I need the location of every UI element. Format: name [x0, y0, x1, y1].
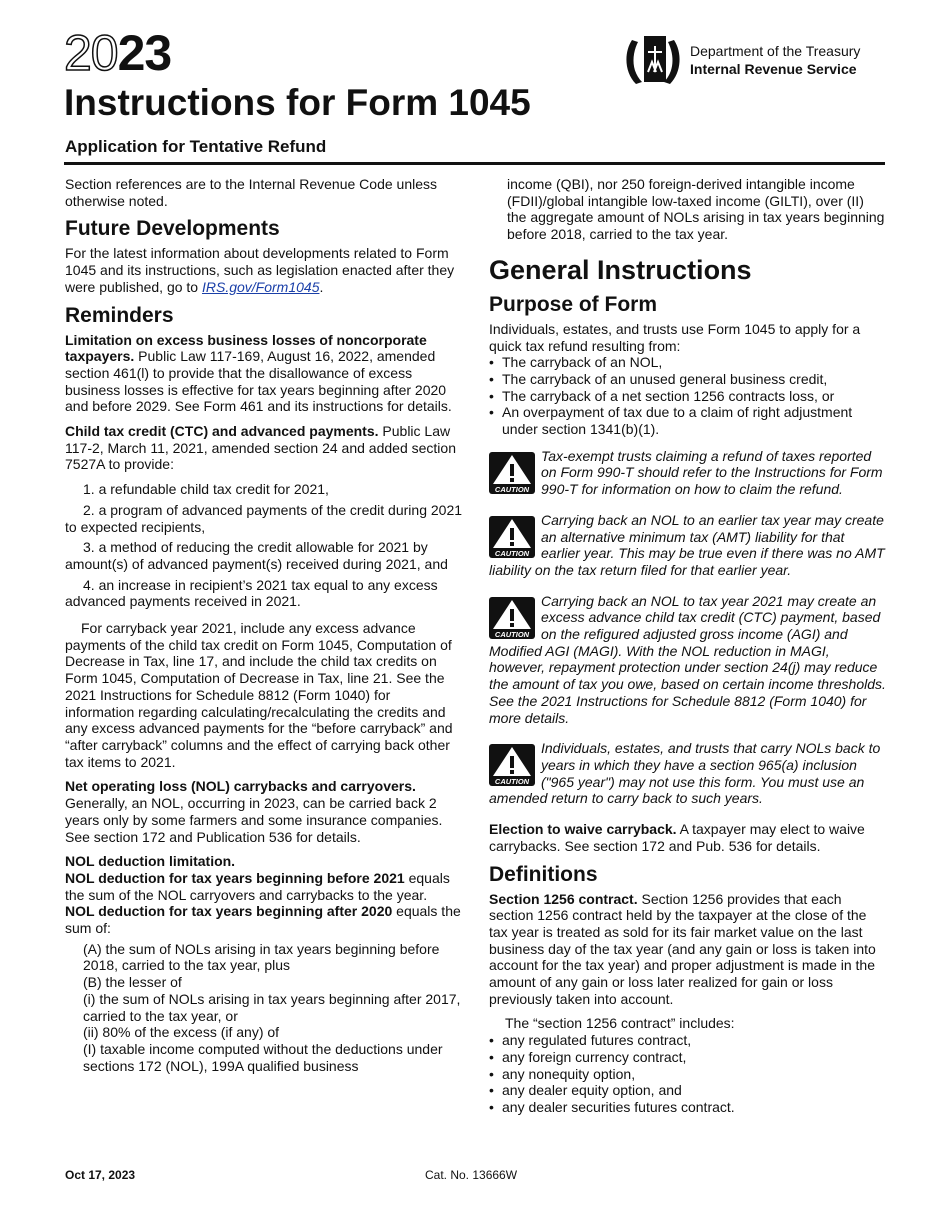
continued-text: income (QBI), nor 250 foreign-derived intangible income (FDII)/global intangible low-taxed income (GILTI), over (II) the aggregate amount of NOLs arising in tax years beginning before 2018, carried to the tax year.: [507, 176, 885, 243]
nol-after-2020: NOL deduction for tax years beginning after 2020 equals the sum of:: [65, 903, 461, 937]
irs-logo-block: [622, 32, 860, 88]
nol-deduction-heading: NOL deduction limitation.: [65, 853, 236, 870]
svg-text:CAUTION: CAUTION: [494, 484, 530, 494]
svg-text:CAUTION: CAUTION: [494, 548, 530, 558]
list-item: • The carryback of an unused general business credit,: [489, 371, 887, 388]
ctc-item: 2. a program of advanced payments of the credit during 2021 to expected recipients,: [65, 501, 463, 535]
svg-text:CAUTION: CAUTION: [494, 777, 530, 787]
ctc-paragraph: Child tax credit (CTC) and advanced payments. Public Law 117-2, March 11, 2021, amended section 24 and added section 7527A to provide:: [65, 423, 456, 473]
section-1256-paragraph: Section 1256 contract. Section 1256 provides that each section 1256 contract held by the taxpayer at the close of the tax year is treated as sold for its fair market value on the last business day of the tax year (and any gain or loss is taken into account for the tax year) and proper adjustment is made in the amount of any gain or loss later realized for gain or loss previously taken into account.: [489, 890, 876, 1007]
irs-eagle-logo-icon: [622, 32, 684, 88]
nol-item: (i) the sum of NOLs arising in tax years beginning after 2017, carried to the tax year, or: [83, 990, 461, 1024]
caution-note: CAUTION Carrying back an NOL to an earlier tax year may create an alternative minimum tax (AMT) liability for that earlier year. This may be true even if there was no AMT liability on the tax return filed for that earlier year.: [489, 511, 885, 578]
purpose-list: [489, 354, 887, 438]
footer-date: Oct 17, 2023: [65, 1168, 136, 1182]
reminders-heading: Reminders: [65, 303, 174, 327]
includes-text: The “section 1256 contract” includes:: [505, 1015, 735, 1032]
agency-department: Department of the Treasury: [690, 43, 861, 59]
future-developments-text: For the latest information about developments related to Form 1045 and its instructions, such as legislation enacted after they were published, go to IRS.gov/Form1045.: [65, 245, 455, 295]
purpose-text: Individuals, estates, and trusts use Form 1045 to apply for a quick tax refund resulting from:: [489, 320, 861, 354]
definitions-heading: Definitions: [489, 862, 598, 886]
list-item: • any nonequity option,: [489, 1066, 887, 1083]
caution-note: CAUTION Carrying back an NOL to tax year 2021 may create an excess advance child tax credit (CTC) payment, based on the refigured adjusted gross income (AGI) and Modified AGI (MAGI). With the NOL reduction in MAGI, however, repayment protection under section 24(j) may reduce the amount of tax you owe, based on certain income thresholds. See the 2021 Instructions for Schedule 8812 (Form 1040) for more details.: [489, 592, 886, 726]
list-item: • any dealer equity option, and: [489, 1082, 887, 1099]
svg-text:CAUTION: CAUTION: [494, 629, 530, 639]
list-item: • The carryback of an NOL,: [489, 354, 887, 371]
caution-icon: [489, 452, 535, 494]
general-instructions-heading: General Instructions: [489, 254, 752, 285]
carryback-paragraph: For carryback year 2021, include any excess advance payments of the child tax credit on Form 1045, Computation of Decrease in Tax, line 17, and include the child tax credits on Form 1045, Computation of Decrease in Tax, line 21. See the 2021 Instructions for Schedule 8812 (Form 1040) for information regarding calculating/recalculating the credits and any excess advanced payments for the “before carryback” and “after carryback” columns and the effect of carrying back other tax items to 2021.: [65, 620, 453, 770]
nol-item: (ii) 80% of the excess (if any) of: [83, 1024, 280, 1041]
document-title: Instructions for Form 1045: [64, 82, 531, 123]
waive-paragraph: Election to waive carryback. A taxpayer may elect to waive carrybacks. See section 172 and Pub. 536 for details.: [489, 821, 865, 854]
caution-note: CAUTION Tax-exempt trusts claiming a refund of taxes reported on Form 990-T should refer to the Instructions for Form 990-T for information on how to claim the refund.: [489, 448, 887, 498]
ebl-paragraph: Limitation on excess business losses of noncorporate taxpayers. Public Law 117-169, August 16, 2022, amended section 461(l) to provide that the disallowance of excess business losses is effective for tax years beginning after 2020 and before 2029. See Form 461 and its instructions for details.: [65, 331, 452, 415]
ctc-item: 1. a refundable child tax credit for 2021,: [83, 481, 329, 498]
ctc-item: 3. a method of reducing the credit allowable for 2021 by amount(s) of advanced payment(s) received during 2021, and: [65, 539, 448, 572]
left-column: [65, 176, 463, 1074]
nol-item: (B) the lesser of: [83, 974, 182, 991]
header-divider: [64, 162, 885, 165]
purpose-heading: Purpose of Form: [489, 292, 658, 316]
contract-list: [489, 1032, 887, 1116]
document-subtitle: Application for Tentative Refund: [65, 137, 327, 156]
list-item: • any regulated futures contract,: [489, 1032, 887, 1049]
nol-before-2021: NOL deduction for tax years beginning before 2021 equals the sum of the NOL carryovers and carrybacks to the year.: [65, 869, 450, 903]
ctc-item: 4. an increase in recipient’s 2021 tax equal to any excess advanced payments received in 2021.: [65, 576, 438, 610]
nol-item: (A) the sum of NOLs arising in tax years beginning before 2018, carried to the tax year, plus: [83, 940, 440, 974]
caution-icon: [489, 744, 535, 786]
footer-catalog-number: Cat. No. 13666W: [425, 1168, 518, 1182]
list-item: • The carryback of a net section 1256 contracts loss, or: [489, 388, 887, 405]
list-item: • An overpayment of tax due to a claim of right adjustment under section 1341(b)(1).: [489, 404, 887, 437]
irs-form1045-link[interactable]: IRS.gov/Form1045: [201, 278, 320, 295]
caution-icon: [489, 516, 535, 558]
nol-item: (I) taxable income computed without the deductions under sections 172 (NOL), 199A qualified business: [83, 1040, 443, 1074]
future-developments-heading: Future Developments: [65, 217, 280, 241]
list-item: • any foreign currency contract,: [489, 1049, 887, 1066]
caution-icon: [489, 597, 535, 639]
form-year: 2023: [64, 25, 172, 81]
nol-paragraph: Net operating loss (NOL) carrybacks and carryovers. Generally, an NOL, occurring in 2023, can be carried back 2 years only by some farmers and some insurance companies. See section 172 and Publication 536 for details.: [65, 778, 443, 845]
intro-text: Section references are to the Internal Revenue Code unless otherwise noted.: [65, 176, 438, 209]
caution-note: CAUTION Individuals, estates, and trusts that carry NOLs back to years in which they have a section 965(a) inclusion ("965 year") may not use this form. You must use an amended return to carry back to such years.: [489, 740, 881, 807]
agency-irs: Internal Revenue Service: [690, 61, 857, 77]
list-item: • any dealer securities futures contract.: [489, 1099, 887, 1116]
right-column: [489, 176, 887, 1124]
